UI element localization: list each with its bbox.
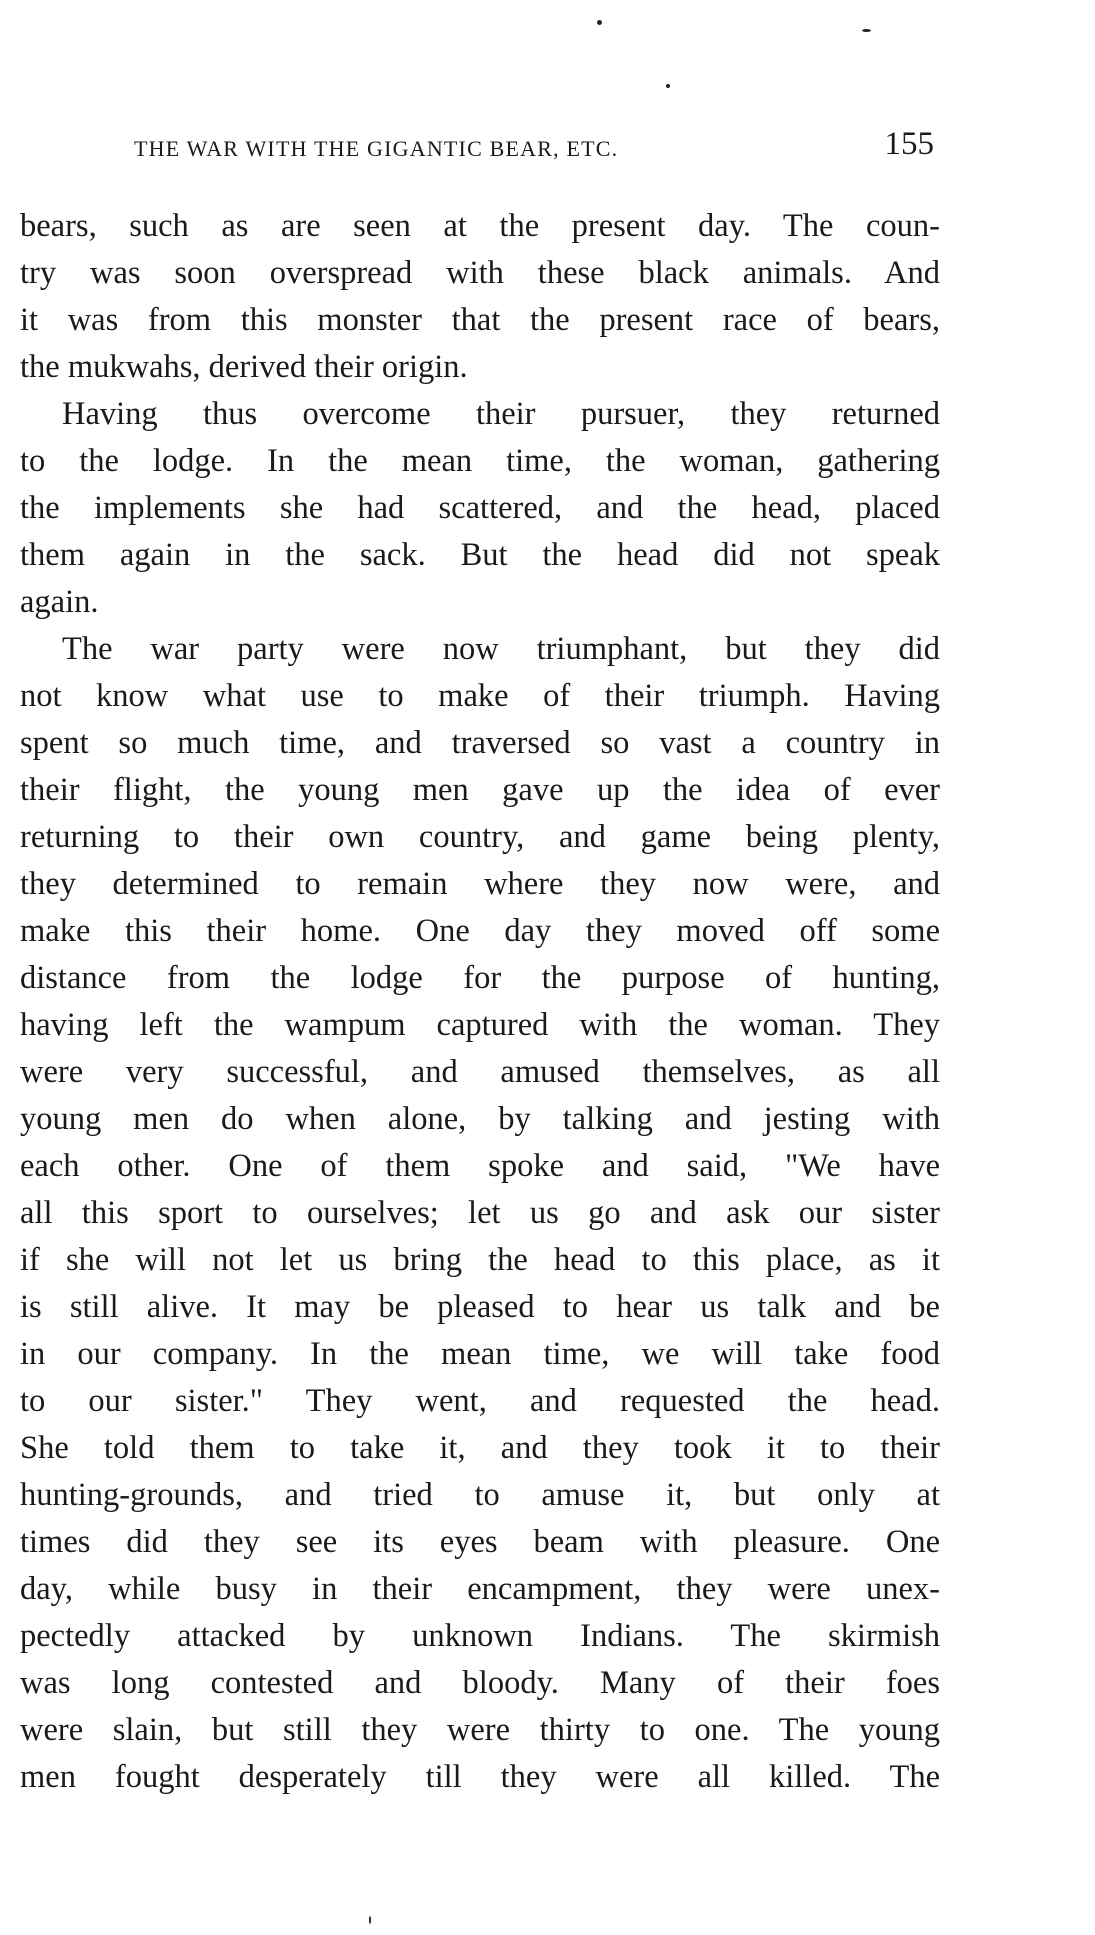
text-line: them again in the sack. But the head did not speak [20, 537, 940, 573]
text-line: not know what use to make of their triumph. Having [20, 678, 940, 714]
text-line: they determined to remain where they now were, and [20, 866, 940, 902]
text-line: The war party were now triumphant, but they did [62, 631, 940, 667]
text-line: it was from this monster that the present race of bears, [20, 302, 940, 338]
text-line: day, while busy in their encampment, they were unex- [20, 1571, 940, 1607]
text-line: all this sport to ourselves; let us go and ask our sister [20, 1195, 940, 1231]
text-line: times did they see its eyes beam with pleasure. One [20, 1524, 940, 1560]
text-line: the mukwahs, derived their origin. [20, 349, 468, 385]
text-line: were slain, but still they were thirty to one. The young [20, 1712, 940, 1748]
running-header [134, 126, 934, 166]
ink-speck [369, 1916, 371, 1924]
text-line: spent so much time, and traversed so vast a country in [20, 725, 940, 761]
text-line: returning to their own country, and game being plenty, [20, 819, 940, 855]
ink-speck [597, 20, 602, 25]
text-line: is still alive. It may be pleased to hear us talk and be [20, 1289, 940, 1325]
text-line: distance from the lodge for the purpose of hunting, [20, 960, 940, 996]
text-line: men fought desperately till they were all killed. The [20, 1759, 940, 1795]
text-line: were very successful, and amused themselves, as all [20, 1054, 940, 1090]
text-line: in our company. In the mean time, we will take food [20, 1336, 940, 1372]
body-text [20, 203, 940, 1801]
text-line: to our sister." They went, and requested the head. [20, 1383, 940, 1419]
text-line: again. [20, 584, 99, 620]
text-line: hunting-grounds, and tried to amuse it, but only at [20, 1477, 940, 1513]
text-line: each other. One of them spoke and said, "We have [20, 1148, 940, 1184]
text-line: try was soon overspread with these black animals. And [20, 255, 940, 291]
text-line: the implements she had scattered, and the head, placed [20, 490, 940, 526]
running-title: THE WAR WITH THE GIGANTIC BEAR, ETC. [134, 136, 619, 161]
text-line: having left the wampum captured with the woman. They [20, 1007, 940, 1043]
text-line: make this their home. One day they moved off some [20, 913, 940, 949]
text-line: was long contested and bloody. Many of their foes [20, 1665, 940, 1701]
text-line: their flight, the young men gave up the idea of ever [20, 772, 940, 808]
text-line: bears, such as are seen at the present day. The coun- [20, 208, 940, 244]
ink-speck [666, 84, 670, 88]
text-line: to the lodge. In the mean time, the woman, gathering [20, 443, 940, 479]
text-line: if she will not let us bring the head to this place, as it [20, 1242, 940, 1278]
page-number: 155 [884, 126, 934, 162]
ink-speck [862, 29, 871, 32]
text-line: She told them to take it, and they took it to their [20, 1430, 940, 1466]
text-line: Having thus overcome their pursuer, they returned [62, 396, 940, 432]
text-line: pectedly attacked by unknown Indians. The skirmish [20, 1618, 940, 1654]
text-line: young men do when alone, by talking and jesting with [20, 1101, 940, 1137]
